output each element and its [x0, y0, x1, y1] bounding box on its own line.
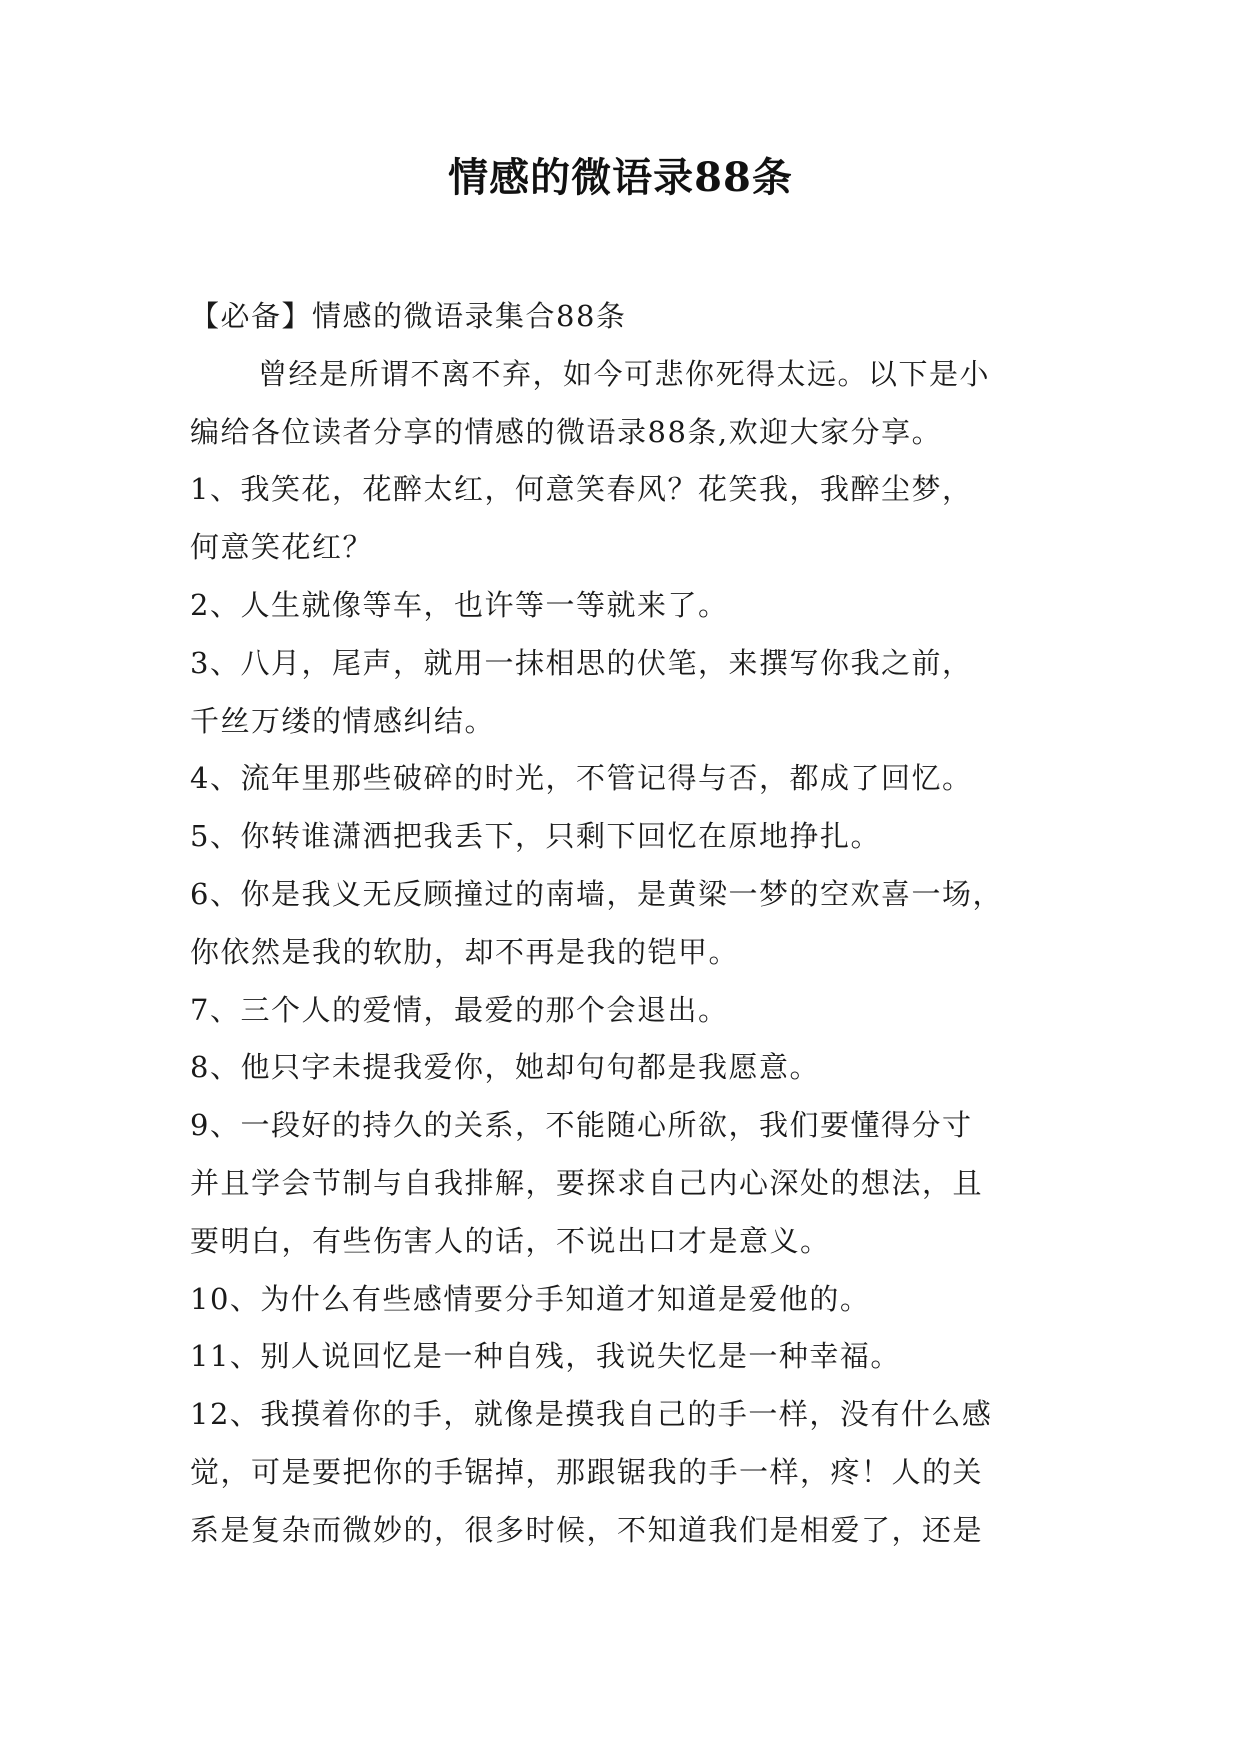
text-line: 5、你转谁潇洒把我丢下，只剩下回忆在原地挣扎。	[190, 819, 881, 854]
text-line: 10、为什么有些感情要分手知道才知道是爱他的。	[190, 1281, 871, 1316]
text-line: 2、人生就像等车，也许等一等就来了。	[190, 587, 729, 622]
text-line: 你依然是我的软肋，却不再是我的铠甲。	[190, 934, 740, 969]
document-body	[190, 288, 1050, 1560]
text-line: 系是复杂而微妙的，很多时候，不知道我们是相爱了，还是	[190, 1512, 984, 1547]
text-line: 1、我笑花，花醉太红，何意笑春风？花笑我，我醉尘梦，	[190, 472, 973, 507]
text-line: 12、我摸着你的手，就像是摸我自己的手一样，没有什么感	[190, 1397, 993, 1432]
text-line: 曾经是所谓不离不弃，如今可悲你死得太远。以下是小	[258, 356, 991, 391]
text-line: 6、你是我义无反顾撞过的南墙，是黄梁一梦的空欢喜一场，	[190, 876, 1003, 911]
text-line: 【必备】情感的微语录集合88条	[190, 299, 627, 333]
text-line: 千丝万缕的情感纠结。	[190, 703, 496, 738]
text-line: 何意笑花红？	[190, 530, 374, 565]
text-line: 9、一段好的持久的关系，不能随心所欲，我们要懂得分寸	[190, 1108, 973, 1143]
text-line: 要明白，有些伤害人的话，不说出口才是意义。	[190, 1223, 831, 1258]
text-line: 7、三个人的爱情，最爱的那个会退出。	[190, 992, 729, 1027]
document-title: 情感的微语录88条	[448, 154, 793, 201]
text-line: 11、别人说回忆是一种自残，我说失忆是一种幸福。	[190, 1339, 901, 1374]
text-line: 8、他只字未提我爱你，她却句句都是我愿意。	[190, 1050, 820, 1085]
text-line: 觉，可是要把你的手锯掉，那跟锯我的手一样，疼！人的关	[190, 1454, 984, 1489]
text-line: 3、八月，尾声，就用一抹相思的伏笔，来撰写你我之前，	[190, 645, 973, 680]
text-line: 4、流年里那些破碎的时光，不管记得与否，都成了回忆。	[190, 761, 973, 796]
text-line: 并且学会节制与自我排解，要探求自己内心深处的想法，且	[190, 1165, 984, 1200]
text-line: 编给各位读者分享的情感的微语录88条,欢迎大家分享。	[190, 414, 943, 449]
